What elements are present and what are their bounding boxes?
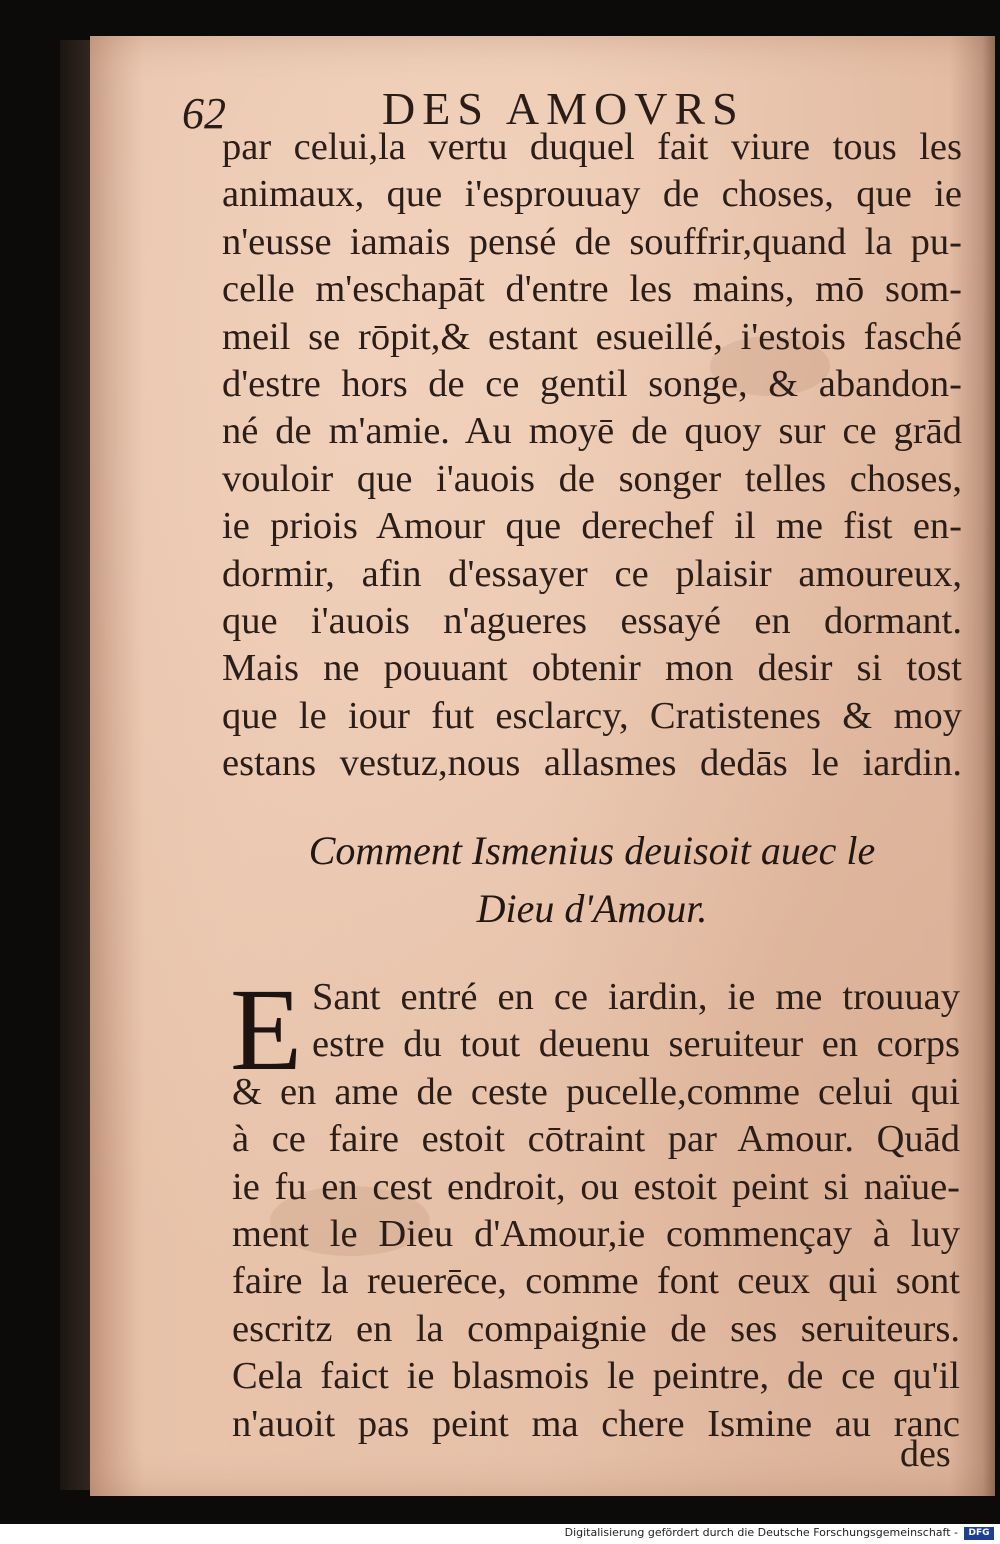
page-number: 62 (182, 89, 226, 138)
text-line: Sant entré en ce iardin, ie me trouuay (312, 976, 960, 1018)
digitization-footer (0, 1524, 1000, 1544)
text-line: par celui,la vertu duquel fait viure tous les (222, 126, 962, 168)
text-line: que i'auois n'agueres essayé en dormant. (222, 599, 962, 642)
text-line: ment le Dieu d'Amour,ie commençay à luy (232, 1212, 960, 1255)
dfg-logo: DFG (964, 1527, 994, 1540)
drop-cap-indented-lines (232, 974, 960, 1069)
text-line: n'eusse iamais pensé de souffrir,quand la pu- (222, 220, 962, 263)
text-line: estre du tout deuenu seruiteur en corps (312, 1023, 960, 1066)
drop-cap-initial: E (230, 964, 303, 1095)
text-line: n'auoit pas peint ma chere Ismine au ranc (232, 1402, 960, 1445)
catchword: des (900, 1433, 951, 1475)
funding-credit: Digitalisierung gefördert durch die Deutsche Forschungsgemeinschaft - (564, 1526, 958, 1539)
text-line: faire la reuerēce, comme font ceux qui sont (232, 1260, 960, 1303)
text-line: à ce faire estoit cōtraint par Amour. Quād (232, 1118, 960, 1161)
text-line: animaux, que i'esprouuay de choses, que ie (222, 173, 962, 216)
text-line: né de m'amie. Au moyē de quoy sur ce grād (222, 410, 962, 453)
text-line: que le iour fut esclarcy, Cratistenes & moy (222, 694, 962, 737)
body-text (222, 124, 962, 787)
text-line: vouloir que i'auois de songer telles choses, (222, 457, 962, 500)
text-line: ie priois Amour que derechef il me fist en- (222, 505, 962, 548)
paper-page (90, 36, 995, 1496)
text-line: Mais ne pouuant obtenir mon desir si tost (222, 647, 962, 690)
text-line: estans vestuz,nous allasmes dedās le iardin. (222, 742, 962, 785)
text-line: d'estre hors de ce gentil songe, & abandon- (222, 362, 962, 405)
running-title: DES AMOVRS (382, 83, 745, 134)
text-line: ie fu en cest endroit, ou estoit peint si naïue- (232, 1165, 960, 1208)
text-line: meil se rōpit,& estant esueillé, i'estois fasché (222, 315, 962, 358)
chapter-heading-line-1: Comment Ismenius deuisoit auec le (308, 828, 876, 873)
text-line: escritz en la compaignie de ses seruiteurs. (232, 1307, 960, 1350)
chapter-heading-line-2: Dieu d'Amour. (476, 886, 708, 931)
text-line: & en ame de ceste pucelle,comme celui qui (232, 1070, 960, 1113)
text-line: Cela faict ie blasmois le peintre, de ce qu'il (232, 1355, 960, 1398)
text-line: dormir, afin d'essayer ce plaisir amoureux, (222, 552, 962, 595)
page-edge (983, 36, 995, 1496)
section-text (230, 964, 960, 1448)
text-line: celle m'eschapāt d'entre les mains, mō som- (222, 268, 962, 311)
chapter-heading (222, 822, 962, 938)
